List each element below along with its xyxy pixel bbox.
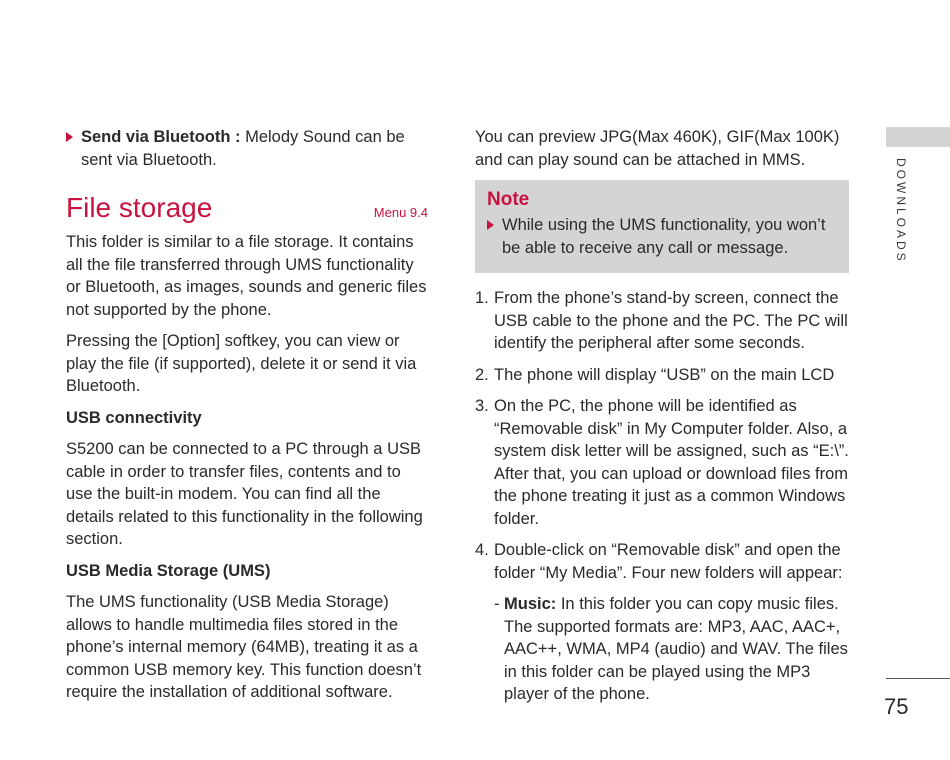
section-header — [66, 191, 428, 225]
steps-list — [475, 287, 849, 706]
step-text: On the PC, the phone will be identified as “Removable disk” in My Computer folder. Also, a system disk letter will be assigned, such as “E:\”. After that, you can upload or download files from the phone treating it just as a common Windows folder. — [494, 397, 849, 528]
chapter-label: DOWNLOADS — [894, 158, 908, 264]
note-title: Note — [487, 189, 530, 210]
list-item — [475, 287, 849, 355]
sub-item-content — [504, 593, 849, 706]
list-item — [475, 364, 849, 387]
step-number: 1. — [475, 289, 489, 307]
bullet-text: Melody Sound can be sent via Bluetooth. — [81, 128, 405, 169]
right-triangle-icon — [66, 132, 73, 142]
right-triangle-icon — [487, 220, 494, 230]
step-number: 3. — [475, 397, 489, 415]
bluetooth-bullet — [66, 126, 428, 171]
left-column — [66, 126, 428, 713]
step-text: From the phone’s stand-by screen, connect the USB cable to the phone and the PC. The PC will identify the peripheral after some seconds. — [494, 289, 848, 352]
bullet-label: Send via Bluetooth : — [81, 128, 241, 146]
paragraph-preview: You can preview JPG(Max 460K), GIF(Max 100K) and can play sound can be attached in MMS. — [475, 128, 840, 169]
sub-item-label: Music: — [504, 595, 557, 613]
subheading-usb-connectivity: USB connectivity — [66, 408, 202, 427]
bullet-content — [81, 126, 428, 171]
step-number: 2. — [475, 365, 489, 384]
section-title: File storage — [66, 192, 213, 223]
step-text: The phone will display “USB” on the main LCD — [494, 365, 835, 384]
subheading-ums: USB Media Storage (UMS) — [66, 561, 271, 580]
note-item — [487, 214, 837, 259]
music-sub-item — [494, 593, 849, 706]
list-item — [475, 539, 849, 584]
paragraph-ums: The UMS functionality (USB Media Storage) allows to handle multimedia files stored in the phone’s internal memory (64MB), treating it as a common USB memory key. This function doesn’t require the installation of additional software. — [66, 593, 422, 701]
step-text: Double-click on “Removable disk” and open the folder “My Media”. Four new folders will appear: — [494, 541, 843, 582]
list-item — [475, 395, 849, 530]
paragraph-intro: This folder is similar to a file storage. It contains all the file transferred through UMS functionality or Bluetooth, as images, sounds and generic files not supported by the phone. — [66, 233, 427, 319]
paragraph-usb: S5200 can be connected to a PC through a USB cable in order to transfer files, contents and to use the built-in modem. You can find all the details related to this functionality in the following section. — [66, 440, 423, 548]
sub-item-dash: - — [494, 595, 500, 613]
page-number-divider — [886, 678, 950, 679]
sub-item-text: In this folder you can copy music files. The supported formats are: MP3, AAC, AAC+, AAC++, WMA, MP4 (audio) and WAV. The files in this folder can be played using the MP3 player of the phone. — [504, 595, 848, 703]
note-box — [475, 180, 849, 273]
right-column — [475, 126, 849, 706]
step-number: 4. — [475, 541, 489, 559]
note-text: While using the UMS functionality, you won’t be able to receive any call or message. — [502, 216, 826, 257]
page-number: 75 — [884, 694, 909, 719]
menu-reference: Menu 9.4 — [373, 205, 428, 220]
side-tab — [886, 127, 950, 147]
paragraph-option: Pressing the [Option] softkey, you can view or play the file (if supported), delete it or send it via Bluetooth. — [66, 332, 417, 395]
